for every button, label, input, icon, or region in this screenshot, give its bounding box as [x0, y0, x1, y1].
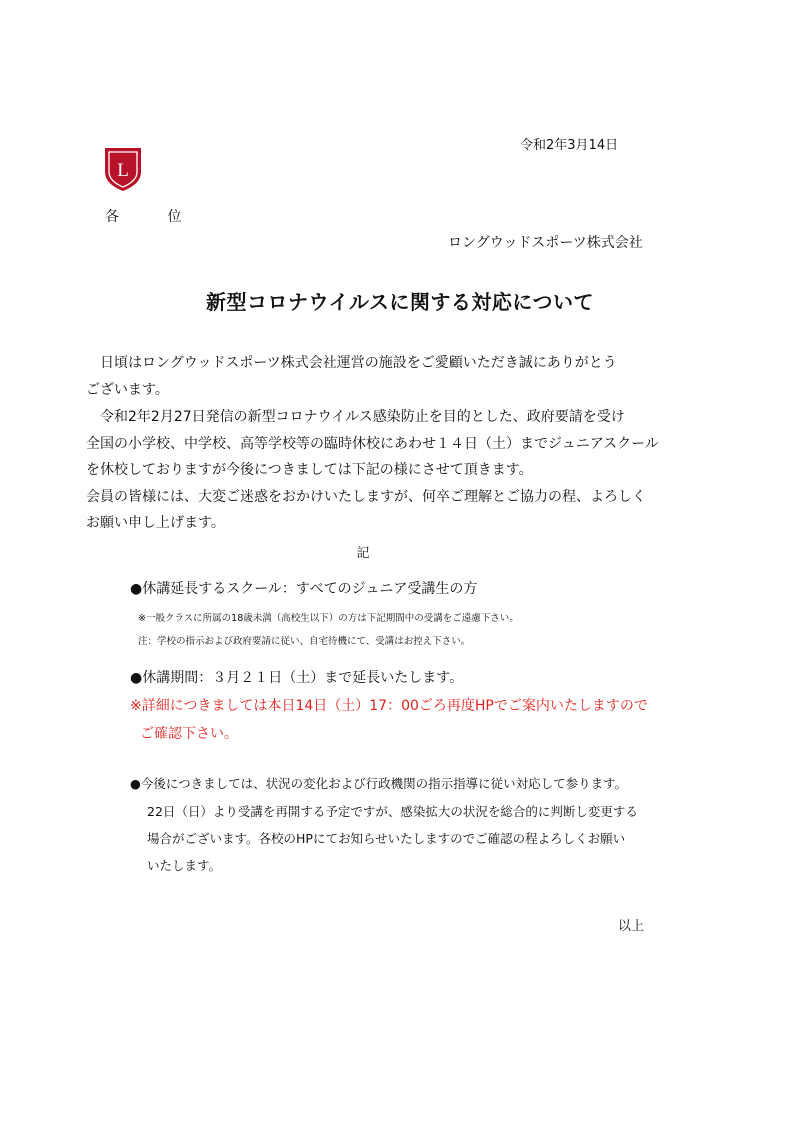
item3-line1: ●今後につきましては、状況の変化および行政機関の指示指導に従い対応して参ります。 [130, 776, 628, 791]
paragraph-line: 令和2年2月27日発信の新型コロナウイルス感染防止を目的とした、政府要請を受け [86, 409, 625, 425]
closing-word: 以上 [618, 919, 645, 934]
item1-heading: ●休講延長するスクール：すべてのジュニア受講生の方 [130, 581, 478, 597]
paragraph-line: お願い申し上げます。 [86, 515, 225, 531]
paragraph-line: 全国の小学校、中学校、高等学校等の臨時休校にあわせ１４日（土）までジュニアスクール [86, 436, 659, 452]
logo-letter: L [117, 160, 129, 181]
item3-line3: 場合がございます。各校のHPにてお知らせいたしますのでご確認の程よろしくお願い [147, 831, 626, 846]
paragraph-line: 会員の皆様には、大変ご迷惑をおかけいたしますが、何卒ご理解とご協力の程、よろしく [86, 489, 646, 505]
item1-note2: 注：学校の指示および政府要請に従い、自宅待機にて、受講はお控え下さい。 [138, 636, 471, 647]
red-notice-line1: ※詳細につきましては本日14日（土）17：00ごろ再度HPでご案内いたしますので [130, 698, 648, 714]
item3-line2: 22日（日）より受講を再開する予定ですが、感染拡大の状況を総合的に判断し変更する [147, 804, 638, 819]
company-logo [103, 146, 143, 192]
red-notice-line2: ご確認下さい。 [140, 726, 238, 742]
item3-line4: いたします。 [147, 858, 222, 873]
paragraph-line: ございます。 [86, 382, 169, 398]
document-title: 新型コロナウイルスに関する対応について [206, 290, 594, 314]
document-date: 令和2年3月14日 [520, 138, 619, 153]
paragraph-line: 日頃はロングウッドスポーツ株式会社運営の施設をご愛顧いただき誠にありがとう [86, 355, 617, 371]
addressee: 各 位 [105, 209, 204, 225]
company-name: ロングウッドスポーツ株式会社 [448, 235, 643, 251]
paragraph-line: を休校しておりますが今後につきましては下記の様にさせて頂きます。 [86, 462, 533, 478]
item1-note1: ※一般クラスに所属の18歳未満（高校生以下）の方は下記期間中の受講をご遠慮下さい。 [138, 613, 519, 624]
ki-heading: 記 [356, 546, 370, 561]
item2-heading: ●休講期間：３月２１日（土）まで延長いたします。 [130, 670, 464, 686]
